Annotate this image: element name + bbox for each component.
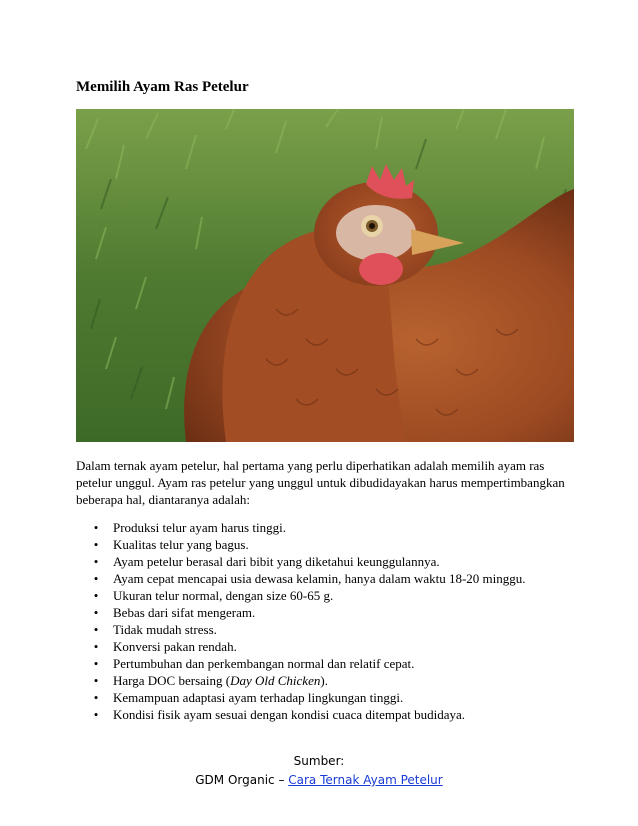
source-line: [0, 771, 638, 790]
bullet-icon: •: [93, 622, 99, 637]
list-item: [76, 587, 576, 604]
source-prefix: GDM Organic –: [195, 773, 289, 787]
list-item: [76, 621, 576, 638]
list-item-text: Ukuran telur normal, dengan size 60-65 g.: [113, 588, 334, 603]
intro-paragraph: Dalam ternak ayam petelur, hal pertama yang perlu diperhatikan adalah memilih ayam ras petelur unggul. Ayam ras petelur yang unggul untuk dibudidayakan harus mempertimbangkan beberapa hal, diantaranya adalah:: [76, 458, 565, 507]
source-link[interactable]: Cara Ternak Ayam Petelur: [288, 773, 443, 787]
list-item-text: [113, 672, 543, 689]
list-item: [76, 604, 576, 621]
bullet-icon: •: [93, 690, 99, 705]
bullet-icon: •: [93, 656, 99, 671]
list-item: [76, 655, 576, 672]
bullet-icon: •: [93, 588, 99, 603]
bullet-icon: •: [93, 673, 99, 688]
list-item: [76, 638, 576, 655]
list-item-text: Kondisi fisik ayam sesuai dengan kondisi cuaca ditempat budidaya.: [113, 707, 465, 722]
bullet-icon: •: [93, 707, 99, 722]
page-title: Memilih Ayam Ras Petelur: [76, 79, 249, 95]
source-label: Sumber:: [293, 754, 345, 768]
list-item-text: Kualitas telur yang bagus.: [113, 537, 249, 552]
bullet-icon: •: [93, 520, 99, 535]
list-item-text: Ayam cepat mencapai usia dewasa kelamin, hanya dalam waktu 18-20 minggu.: [113, 571, 526, 586]
bullet-icon: •: [93, 537, 99, 552]
list-item-text: Bebas dari sifat mengeram.: [113, 605, 256, 620]
list-item: [76, 519, 576, 536]
list-item: [76, 689, 576, 706]
list-item: [76, 553, 576, 570]
bullet-icon: •: [93, 571, 99, 586]
list-item: [76, 706, 576, 723]
list-item-text-after: ).: [320, 673, 328, 688]
list-item-text: Tidak mudah stress.: [113, 622, 217, 637]
requirements-list: [76, 519, 576, 723]
list-item-text: Kemampuan adaptasi ayam terhadap lingkungan tinggi.: [113, 690, 404, 705]
bullet-icon: •: [93, 639, 99, 654]
list-item: [76, 672, 576, 689]
list-item: [76, 536, 576, 553]
list-item-text: Pertumbuhan dan perkembangan normal dan relatif cepat.: [113, 656, 415, 671]
bullet-icon: •: [93, 554, 99, 569]
list-item-text-before: Harga DOC bersaing (: [113, 673, 231, 688]
source-credit: [0, 752, 638, 790]
list-item-text: Ayam petelur berasal dari bibit yang diketahui keunggulannya.: [113, 554, 440, 569]
hen-photo: [76, 109, 574, 442]
list-item-text: Konversi pakan rendah.: [113, 639, 237, 654]
list-item: [76, 570, 576, 587]
hen-illustration: [76, 109, 574, 442]
bullet-icon: •: [93, 605, 99, 620]
list-item-text: Produksi telur ayam harus tinggi.: [113, 520, 286, 535]
list-item-italic: Day Old Chicken: [230, 673, 321, 688]
